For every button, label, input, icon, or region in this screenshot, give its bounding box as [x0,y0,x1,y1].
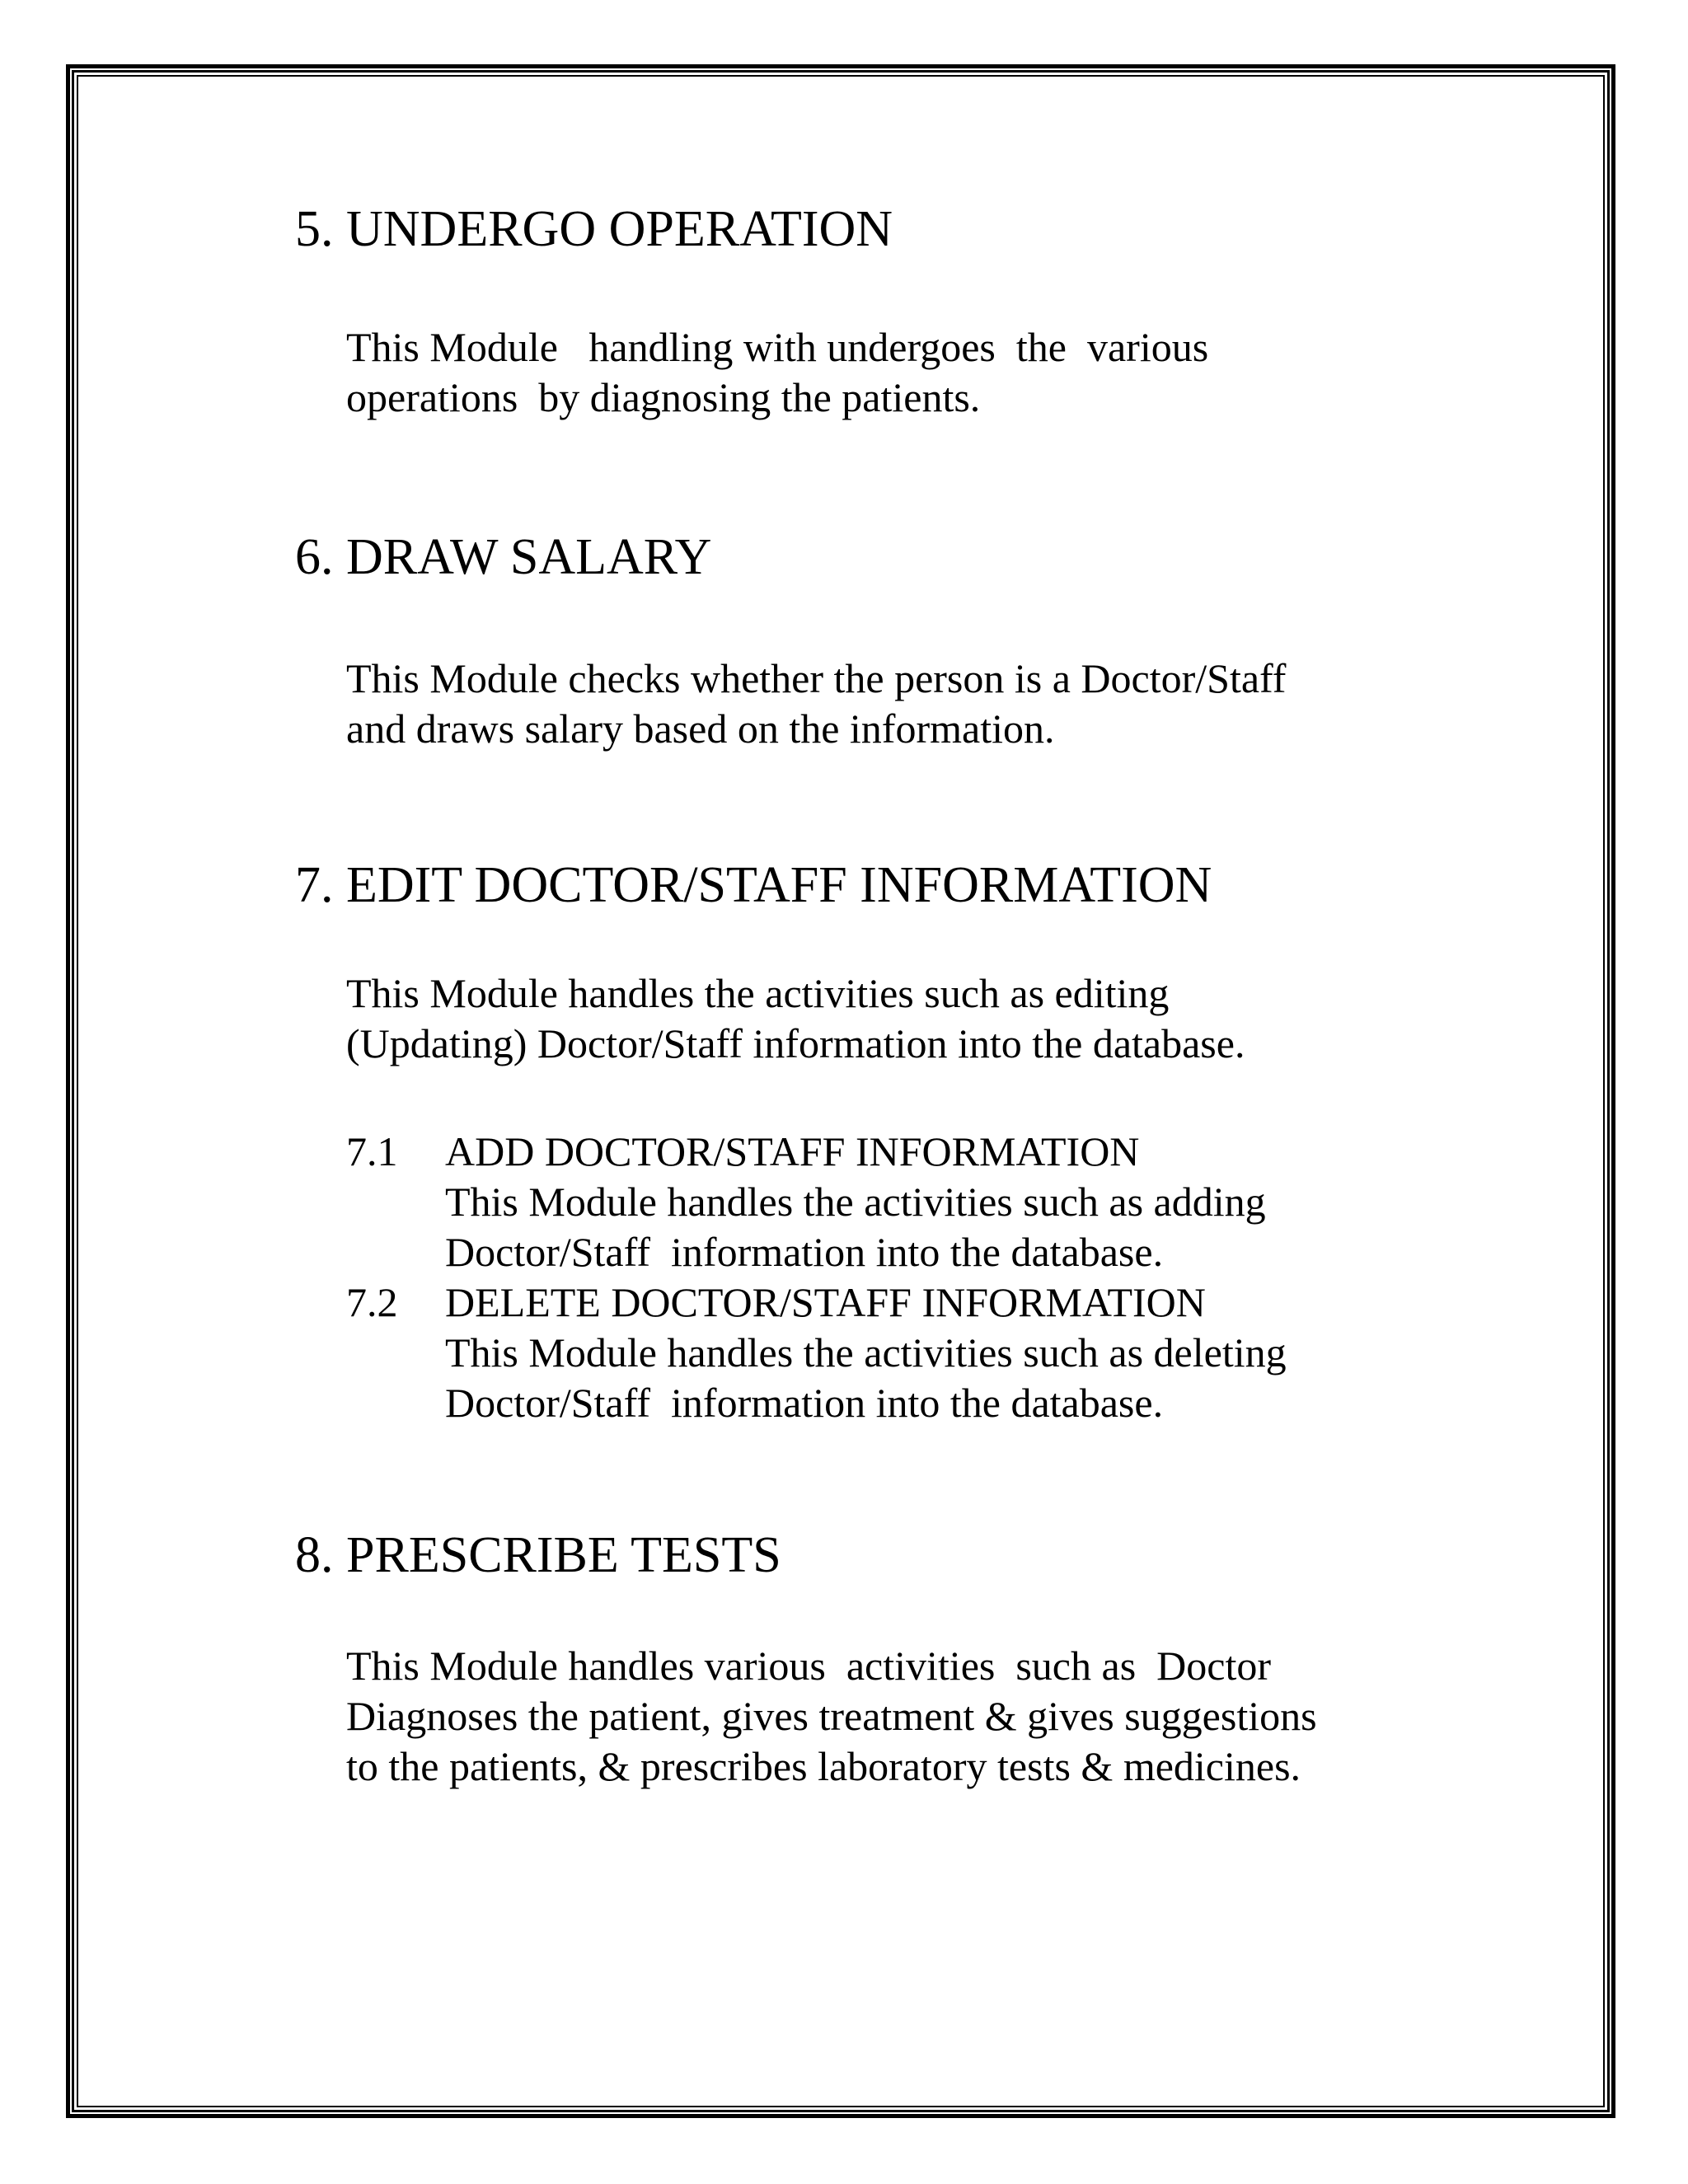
body-line: This Module handles the activities such as editing [346,970,1170,1016]
body-line: (Updating) Doctor/Staff information into the database. [346,1020,1245,1066]
section-title: EDIT DOCTOR/STAFF INFORMATION [346,857,1212,913]
section-number: 5. [295,201,334,257]
section-title: DRAW SALARY [346,529,712,585]
body-line: This Module handles various activities such as Doctor [346,1643,1271,1689]
section-number: 6. [295,529,334,585]
body-line: and draws salary based on the information. [346,705,1055,752]
section-title: UNDERGO OPERATION [346,201,893,257]
section-body-6 [346,654,1286,754]
section-body-7 [346,968,1245,1069]
body-line: This Module handling with undergoes the various [346,324,1209,370]
body-line: operations by diagnosing the patients. [346,374,981,420]
body-line: This Module checks whether the person is a Doctor/Staff [346,655,1287,701]
section-title: PRESCRIBE TESTS [346,1527,781,1583]
subsection-line: Doctor/Staff information into the database. [445,1380,1164,1426]
subsection-line: This Module handles the activities such as deleting [445,1329,1287,1376]
subsection-7-1 [445,1127,1266,1277]
subsection-line: Doctor/Staff information into the database. [445,1229,1164,1275]
body-line: Diagnoses the patient, gives treatment & gives suggestions [346,1693,1317,1739]
section-number: 8. [295,1527,334,1583]
subsection-line: This Module handles the activities such as adding [445,1179,1266,1225]
section-body-8 [346,1641,1317,1792]
subsection-title: ADD DOCTOR/STAFF INFORMATION [445,1128,1140,1174]
body-line: to the patients, & prescribes laboratory tests & medicines. [346,1743,1301,1789]
subsection-number-7-2: 7.2 [346,1279,398,1325]
section-body-5 [346,322,1208,423]
subsection-7-2 [445,1277,1287,1428]
subsection-title: DELETE DOCTOR/STAFF INFORMATION [445,1279,1206,1325]
section-number: 7. [295,857,334,913]
subsection-number-7-1: 7.1 [346,1128,398,1174]
